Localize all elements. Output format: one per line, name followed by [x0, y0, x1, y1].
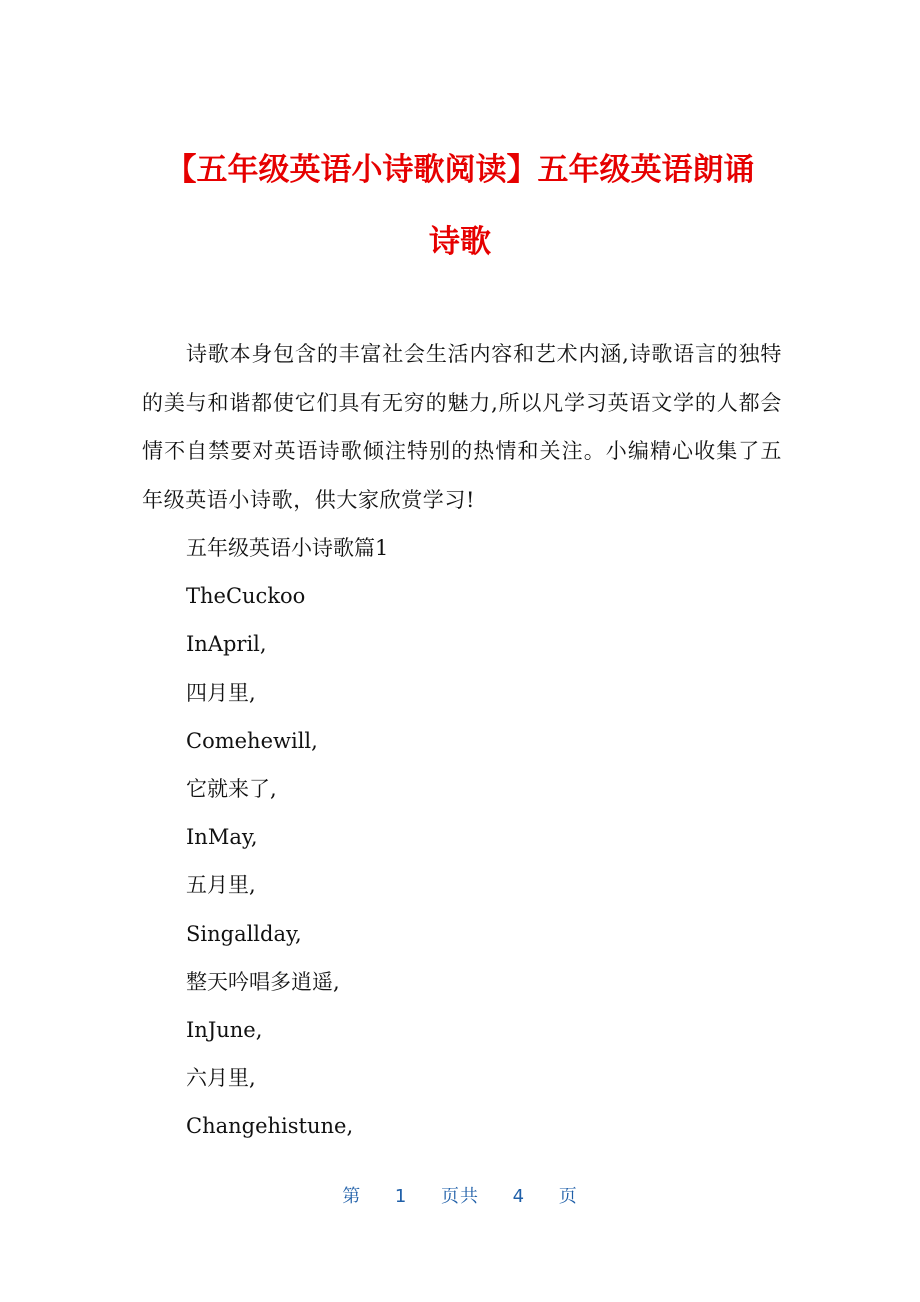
footer-page-number: 1: [394, 1186, 408, 1207]
poem-line: 五年级英语小诗歌篇1: [186, 536, 389, 560]
poem-line: Changehistune,: [186, 1114, 354, 1139]
title-line-1: 【五年级英语小诗歌阅读】五年级英语朗诵: [165, 152, 755, 188]
poem-line: TheCuckoo: [186, 584, 306, 609]
footer-total-pages: 4: [512, 1186, 526, 1207]
poem-line: Singallday,: [186, 921, 302, 946]
poem-line: InJune,: [186, 1017, 263, 1042]
intro-paragraph: 诗歌本身包含的丰富社会生活内容和艺术内涵,诗歌语言的独特的美与和谐都使它们具有无穷的魅力,所以凡学习英语文学的人都会情不自禁要对英语诗歌倾注特别的热情和关注。小编精心收集了五年级英语小诗歌，供大家欣赏学习!: [142, 342, 782, 512]
document-body: [142, 330, 782, 1150]
poem-line: 四月里,: [186, 680, 256, 705]
poem-line: InMay,: [186, 825, 258, 850]
poem-line: Comehewill,: [186, 728, 318, 753]
footer-mid: 页共: [441, 1186, 479, 1207]
title-line-2: 诗歌: [429, 224, 491, 260]
poem-line: 它就来了,: [186, 776, 277, 801]
document-title: [120, 134, 800, 278]
poem-line: 六月里,: [186, 1066, 256, 1091]
poem-line: InApril,: [186, 632, 267, 657]
poem-line: 整天吟唱多逍遥,: [186, 969, 340, 994]
footer-suffix: 页: [558, 1186, 578, 1207]
footer-prefix: 第: [342, 1186, 362, 1207]
page-footer: [0, 1182, 920, 1208]
poem-line: 五月里,: [186, 873, 256, 898]
